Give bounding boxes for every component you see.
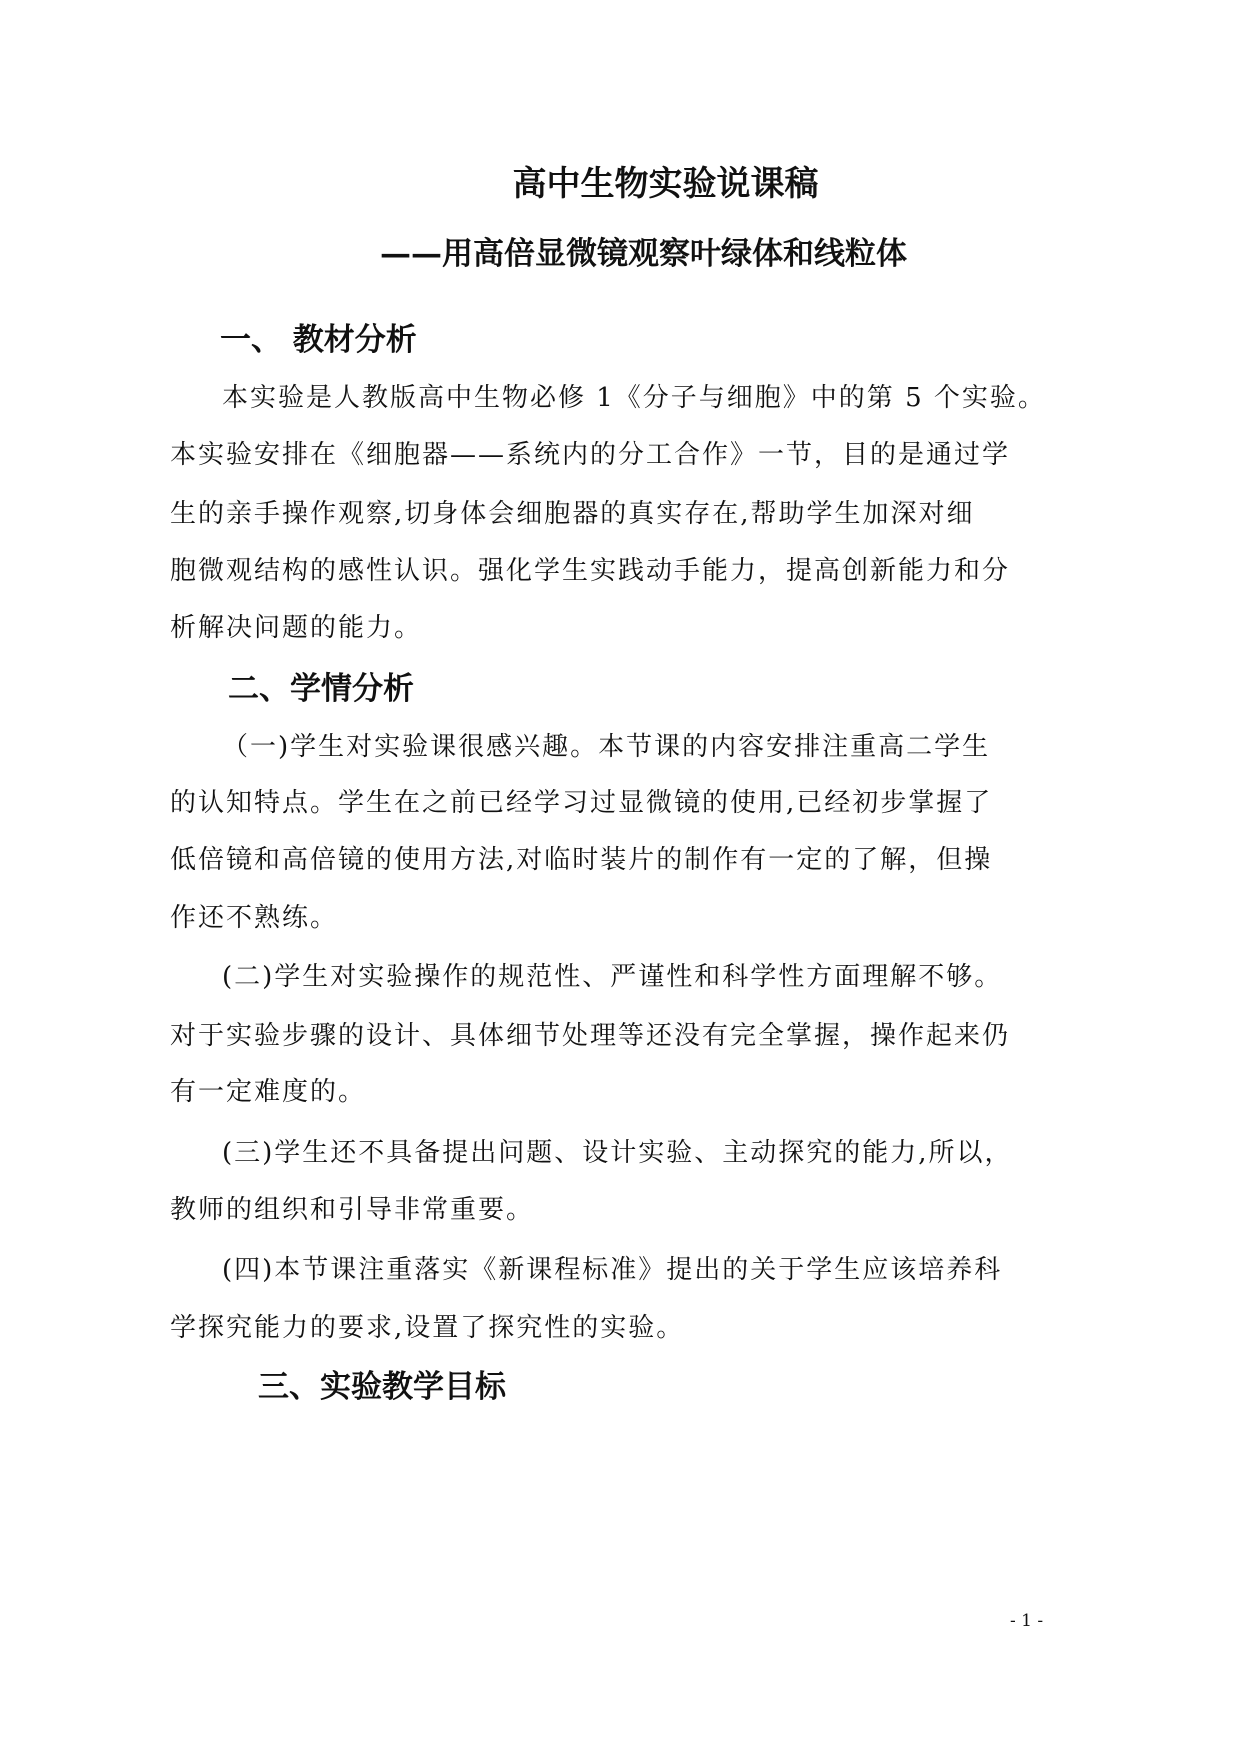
paragraph-line: 的认知特点。学生在之前已经学习过显微镜的使用,已经初步掌握了	[170, 788, 993, 818]
paragraph-line: 胞微观结构的感性认识。强化学生实践动手能力，提高创新能力和分	[170, 556, 1011, 586]
document-title: 高中生物实验说课稿	[512, 164, 819, 204]
paragraph-line: 学探究能力的要求,设置了探究性的实验。	[170, 1313, 685, 1343]
paragraph-line: (二)学生对实验操作的规范性、严谨性和科学性方面理解不够。	[222, 962, 1003, 992]
page-number: - 1 -	[1010, 1611, 1044, 1631]
paragraph-line: 对于实验步骤的设计、具体细节处理等还没有完全掌握，操作起来仍	[170, 1021, 1011, 1051]
paragraph-line: 生的亲手操作观察,切身体会细胞器的真实存在,帮助学生加深对细	[170, 499, 975, 529]
paragraph-line: (三)学生还不具备提出问题、设计实验、主动探究的能力,所以，	[222, 1138, 1013, 1168]
paragraph-line: 作还不熟练。	[170, 903, 339, 933]
paragraph-line: 本实验是人教版高中生物必修 1《分子与细胞》中的第 5 个实验。	[222, 383, 1046, 413]
paragraph-line: 本实验安排在《细胞器——系统内的分工合作》一节，目的是通过学	[170, 440, 1011, 470]
paragraph-line: （一)学生对实验课很感兴趣。本节课的内容安排注重高二学生	[222, 732, 991, 762]
section-heading-textbook-analysis: 一、 教材分析	[220, 322, 417, 358]
section-heading-student-analysis: 二、学情分析	[228, 671, 414, 707]
paragraph-line: 析解决问题的能力。	[170, 613, 423, 643]
paragraph-line: 有一定难度的。	[170, 1077, 367, 1107]
paragraph-line: 低倍镜和高倍镜的使用方法,对临时装片的制作有一定的了解，但操	[170, 845, 993, 875]
section-heading-teaching-objectives: 三、实验教学目标	[258, 1369, 506, 1405]
paragraph-line: (四)本节课注重落实《新课程标准》提出的关于学生应该培养科	[222, 1255, 1003, 1285]
paragraph-line: 教师的组织和引导非常重要。	[170, 1195, 535, 1225]
document-subtitle: ——用高倍显微镜观察叶绿体和线粒体	[380, 236, 907, 272]
